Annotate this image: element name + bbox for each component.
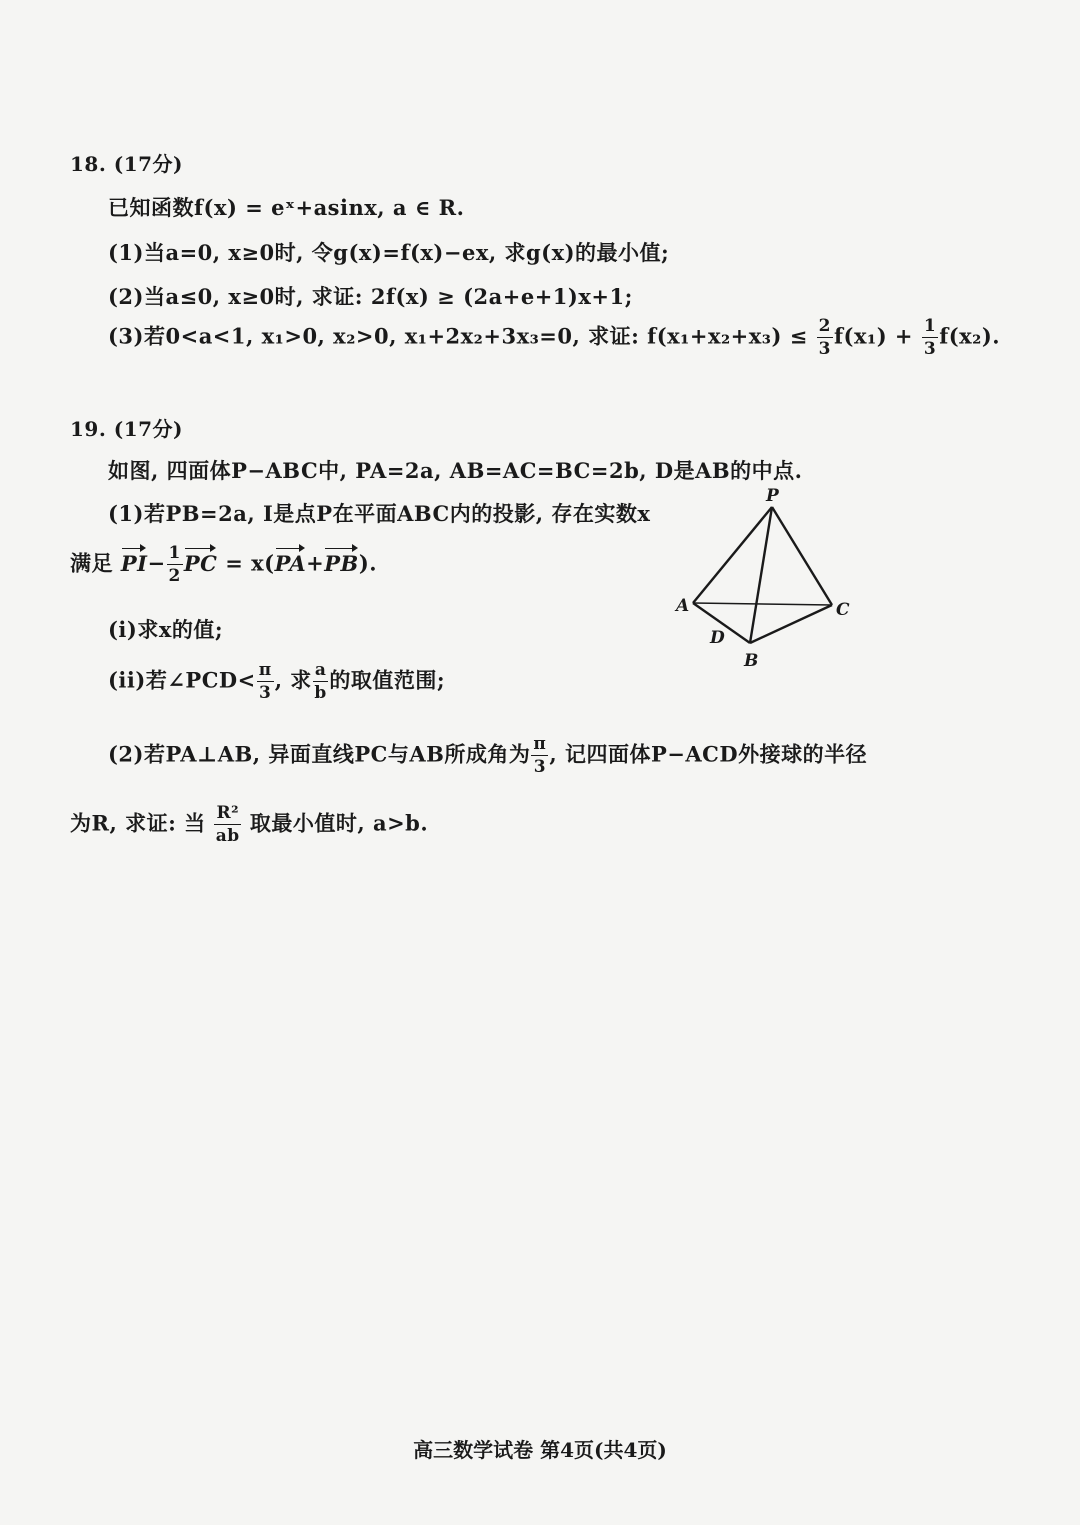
q19-part1b-text: 满足 xyxy=(70,550,113,576)
page-footer: 高三数学试卷 第4页(共4页) xyxy=(413,1438,667,1462)
fraction-r2-over-ab xyxy=(214,805,241,845)
vertex-label-b: B xyxy=(744,651,759,671)
fraction-a-over-b xyxy=(313,662,329,702)
q19-part2-end: , 记四面体P−ACD外接球的半径 xyxy=(549,741,868,767)
edge-pa xyxy=(693,507,772,603)
fraction-one-third xyxy=(922,318,938,358)
vertex-label-c: C xyxy=(836,600,850,620)
q18-part2: (2)当a≤0, x≥0时, 求证: 2f(x) ≥ (2a+e+1)x+1; xyxy=(108,284,633,309)
vector-pb: PB xyxy=(324,550,359,576)
q19-part1a: (1)若PB=2a, I是点P在平面ABC内的投影, 存在实数x xyxy=(108,501,651,526)
q19-stem: 如图, 四面体P−ABC中, PA=2a, AB=AC=BC=2b, D是AB的中点. xyxy=(108,458,803,483)
fraction-numerator: 2 xyxy=(818,316,831,336)
q19-part1b xyxy=(70,545,377,585)
vector-pc: PC xyxy=(183,550,218,576)
q19-sub1: (i)求x的值; xyxy=(108,617,224,642)
fraction-one-half xyxy=(167,545,183,585)
q19-heading: 19. (17分) xyxy=(70,417,184,441)
q18-heading: 18. (17分) xyxy=(70,152,184,176)
q19-part2 xyxy=(108,736,867,776)
fraction-numerator: π xyxy=(533,734,547,754)
vertex-label-a: A xyxy=(676,596,690,616)
q19-part2b-end: 取最小值时, a>b. xyxy=(249,810,429,836)
q18-part3 xyxy=(108,318,1000,358)
fraction-denominator: 3 xyxy=(533,757,547,777)
edge-bc xyxy=(750,605,832,643)
point-label-d: D xyxy=(710,628,725,648)
q18-part3-text: (3)若0<a<1, x₁>0, x₂>0, x₁+2x₂+3x₃=0, 求证: f(x₁+x₂+x₃) ≤ xyxy=(108,323,808,349)
fraction-denominator: 3 xyxy=(259,683,272,703)
fraction-numerator: 1 xyxy=(168,543,181,563)
q19-sub2 xyxy=(108,662,445,702)
q19-sub2-text: (ii)若∠PCD< xyxy=(108,667,256,693)
q19-part2b-text: 为R, 求证: 当 xyxy=(70,810,206,836)
vector-pi: PI xyxy=(120,550,148,576)
edge-pb xyxy=(750,507,772,643)
fraction-denominator: 3 xyxy=(923,339,937,359)
q19-part2-text: (2)若PA⊥AB, 异面直线PC与AB所成角为 xyxy=(108,741,531,767)
plus-sign: + xyxy=(306,550,325,576)
fraction-numerator: π xyxy=(258,660,272,680)
vector-pa: PA xyxy=(274,550,307,576)
fraction-denominator: ab xyxy=(215,826,240,846)
fraction-pi-thirds xyxy=(531,736,548,776)
q19-sub2-mid: , 求 xyxy=(274,667,312,693)
fraction-numerator: a xyxy=(314,660,327,680)
fraction-two-thirds xyxy=(817,318,833,358)
q18-part3-end: f(x₂). xyxy=(939,323,1001,349)
q19-part2b xyxy=(70,805,428,845)
vertex-label-p: P xyxy=(766,486,779,506)
tetrahedron-figure xyxy=(660,485,870,679)
fraction-denominator: 3 xyxy=(818,339,831,359)
edge-ac xyxy=(693,603,832,605)
close-paren: ). xyxy=(358,550,378,576)
equals-x: = x( xyxy=(217,550,275,576)
fraction-denominator: b xyxy=(314,683,327,703)
fraction-denominator: 2 xyxy=(168,566,181,586)
q18-part1: (1)当a=0, x≥0时, 令g(x)=f(x)−ex, 求g(x)的最小值; xyxy=(108,240,670,265)
q19-sub2-end: 的取值范围; xyxy=(329,667,446,693)
fraction-numerator: R² xyxy=(216,803,240,823)
edge-pc xyxy=(772,507,832,605)
fraction-numerator: 1 xyxy=(923,316,937,336)
q18-stem: 已知函数f(x) = eˣ+asinx, a ∈ R. xyxy=(108,195,465,220)
q18-part3-mid: f(x₁) + xyxy=(834,323,914,349)
fraction-pi-thirds xyxy=(257,662,274,702)
minus-sign: − xyxy=(147,550,166,576)
tetrahedron-diagram xyxy=(660,485,870,675)
